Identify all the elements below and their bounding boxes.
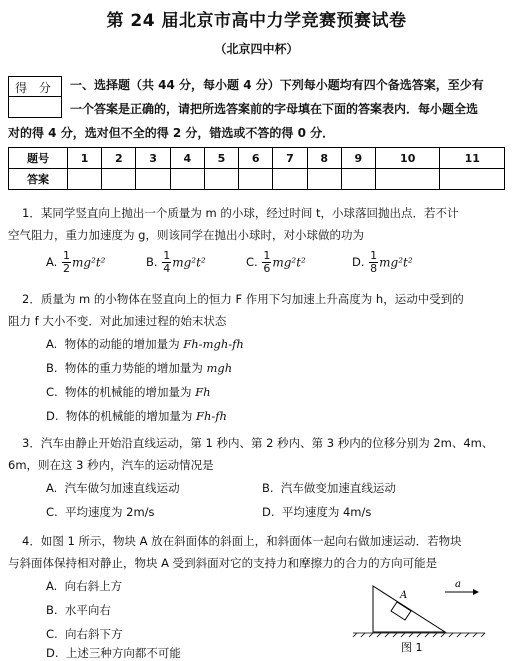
option-text: 汽车做匀加速直线运动 bbox=[64, 481, 180, 495]
option-label: C. bbox=[46, 627, 58, 641]
q3-option-d bbox=[262, 504, 371, 520]
answer-number: 2 bbox=[102, 148, 136, 169]
answer-cell[interactable] bbox=[273, 169, 307, 190]
q1-option-d bbox=[352, 250, 413, 275]
q4-option-a bbox=[46, 578, 122, 594]
option-text: 向右斜下方 bbox=[65, 627, 123, 641]
page-subtitle: （北京四中杯） bbox=[214, 42, 299, 56]
ground-hatch bbox=[353, 633, 485, 637]
option-label: A. bbox=[46, 481, 58, 495]
q1-option-a bbox=[46, 250, 106, 275]
option-expression: mg²t² bbox=[379, 255, 413, 270]
option-text: 水平向右 bbox=[64, 603, 111, 617]
option-text: 物体的动能的增加量为 bbox=[64, 337, 184, 351]
fraction-denominator: 2 bbox=[62, 262, 70, 275]
option-label: B. bbox=[146, 255, 158, 269]
option-label: A. bbox=[46, 579, 58, 593]
q3-line2: 6m，则在这 3 秒内，汽车的运动情况是 bbox=[8, 458, 214, 472]
score-box bbox=[8, 76, 62, 118]
option-text: 平均速度为 4m/s bbox=[281, 505, 372, 519]
q2-option-d bbox=[46, 408, 227, 424]
q3-option-c bbox=[46, 504, 155, 520]
fraction bbox=[62, 250, 71, 275]
q1-line1: 1．某同学竖直向上抛出一个质量为 m 的小球，经过时间 t，小球落回抛出点．若不计 bbox=[22, 206, 459, 220]
q3-line1: 3．汽车由静止开始沿直线运动，第 1 秒内、第 2 秒内、第 3 秒内的位移分别为 2m、4m、 bbox=[22, 436, 494, 450]
score-label: 得 分 bbox=[15, 81, 55, 95]
answer-cell[interactable] bbox=[68, 169, 102, 190]
option-expression: mgh bbox=[206, 361, 233, 375]
answer-table-header-answer: 答案 bbox=[9, 169, 68, 190]
answer-number: 6 bbox=[239, 148, 273, 169]
option-expression: Fh-fh bbox=[195, 409, 227, 423]
section1-line3: 对的得 4 分，选对但不全的得 2 分，错选或不答的得 0 分． bbox=[8, 126, 335, 140]
option-label: A. bbox=[46, 337, 58, 351]
incline-shape bbox=[373, 586, 445, 632]
fraction-denominator: 6 bbox=[263, 262, 271, 275]
q4-line2: 与斜面体保持相对静止，物块 A 受到斜面对它的支持力和摩擦力的合力的方向可能是 bbox=[8, 556, 438, 570]
answer-number: 3 bbox=[136, 148, 170, 169]
q2-line2: 阻力 f 大小不变．对此加速过程的始末状态 bbox=[8, 314, 227, 328]
answer-cell[interactable] bbox=[341, 169, 375, 190]
section1-line2: 一个答案是正确的，请把所选答案前的字母填在下面的答案表内．每小题全选 bbox=[70, 102, 479, 116]
option-label: D. bbox=[46, 409, 59, 423]
fraction-denominator: 8 bbox=[370, 262, 378, 275]
page-title: 第 24 届北京市高中力学竞赛预赛试卷 bbox=[106, 11, 407, 31]
answer-number: 10 bbox=[375, 148, 439, 169]
q1-option-b bbox=[146, 250, 206, 275]
fraction bbox=[262, 250, 271, 275]
answer-cell[interactable] bbox=[239, 169, 273, 190]
answer-cell[interactable] bbox=[440, 169, 505, 190]
answer-cell[interactable] bbox=[375, 169, 439, 190]
q1-line2: 空气阻力，重力加速度为 g，则该同学在抛出小球时，对小球做的功为 bbox=[8, 228, 364, 242]
fraction-numerator: 1 bbox=[263, 249, 271, 262]
answer-number: 7 bbox=[273, 148, 307, 169]
fraction-numerator: 1 bbox=[370, 249, 378, 262]
q2-line1: 2．质量为 m 的小物体在竖直向上的恒力 F 作用下匀加速上升高度为 h，运动中受到的 bbox=[22, 292, 464, 306]
fraction-denominator: 4 bbox=[163, 262, 171, 275]
answer-cell[interactable] bbox=[307, 169, 341, 190]
option-text: 物体的机械能的增加量为 bbox=[65, 409, 196, 423]
fraction-numerator: 1 bbox=[163, 249, 171, 262]
q3-option-a bbox=[46, 480, 180, 496]
option-label: C. bbox=[46, 385, 58, 399]
option-text: 汽车做变加速直线运动 bbox=[280, 481, 396, 495]
option-label: C. bbox=[46, 505, 58, 519]
figure-1-incline bbox=[345, 576, 495, 660]
fraction-numerator: 1 bbox=[62, 249, 70, 262]
option-expression: Fh-mgh-fh bbox=[183, 337, 244, 351]
answer-table-number-row bbox=[9, 148, 505, 169]
option-expression: mg²t² bbox=[71, 255, 106, 270]
option-text: 上述三种方向都不可能 bbox=[65, 646, 181, 660]
option-label: D. bbox=[262, 505, 275, 519]
option-text: 物体的重力势能的增加量为 bbox=[64, 361, 207, 375]
q4-option-b bbox=[46, 602, 111, 618]
q2-option-a bbox=[46, 336, 244, 352]
answer-number: 1 bbox=[68, 148, 102, 169]
option-label: B. bbox=[46, 361, 58, 375]
option-label: D. bbox=[352, 255, 365, 269]
figure-caption: 图 1 bbox=[401, 641, 423, 654]
fraction bbox=[162, 250, 171, 275]
answer-table-header-number: 题号 bbox=[9, 148, 68, 169]
answer-cell[interactable] bbox=[136, 169, 170, 190]
answer-table-answer-row bbox=[9, 169, 505, 190]
answer-table bbox=[8, 147, 505, 190]
answer-number: 8 bbox=[307, 148, 341, 169]
q1-option-c bbox=[246, 250, 306, 275]
answer-number: 11 bbox=[440, 148, 505, 169]
option-text: 物体的机械能的增加量为 bbox=[65, 385, 196, 399]
answer-number: 9 bbox=[341, 148, 375, 169]
option-expression: Fh bbox=[195, 385, 211, 399]
option-label: A. bbox=[46, 255, 58, 269]
acceleration-label: a bbox=[455, 579, 461, 590]
q4-option-c bbox=[46, 626, 123, 642]
fraction bbox=[369, 250, 378, 275]
answer-cell[interactable] bbox=[170, 169, 204, 190]
option-text: 向右斜上方 bbox=[64, 579, 123, 593]
answer-number: 4 bbox=[170, 148, 204, 169]
arrow-head bbox=[473, 589, 479, 595]
option-expression: mg²t² bbox=[172, 255, 206, 270]
section1-line1: 一、选择题（共 44 分，每小题 4 分）下列每小题均有四个备选答案，至少有 bbox=[70, 78, 484, 92]
answer-cell[interactable] bbox=[102, 169, 136, 190]
block-a bbox=[391, 602, 411, 620]
option-label: B. bbox=[262, 481, 274, 495]
q3-option-b bbox=[262, 480, 396, 496]
option-text: 平均速度为 2m/s bbox=[65, 505, 155, 519]
q2-option-c bbox=[46, 384, 211, 400]
option-expression: mg²t² bbox=[272, 255, 306, 270]
answer-cell[interactable] bbox=[204, 169, 238, 190]
answer-number: 5 bbox=[204, 148, 238, 169]
option-label: B. bbox=[46, 603, 58, 617]
q2-option-b bbox=[46, 360, 232, 376]
option-label: C. bbox=[246, 255, 258, 269]
option-label: D. bbox=[46, 646, 59, 660]
q4-option-d bbox=[46, 645, 181, 661]
block-label: A bbox=[400, 590, 408, 601]
q4-line1: 4．如图 1 所示，物块 A 放在斜面体的斜面上，和斜面体一起向右做加速运动．若物块 bbox=[22, 534, 462, 548]
